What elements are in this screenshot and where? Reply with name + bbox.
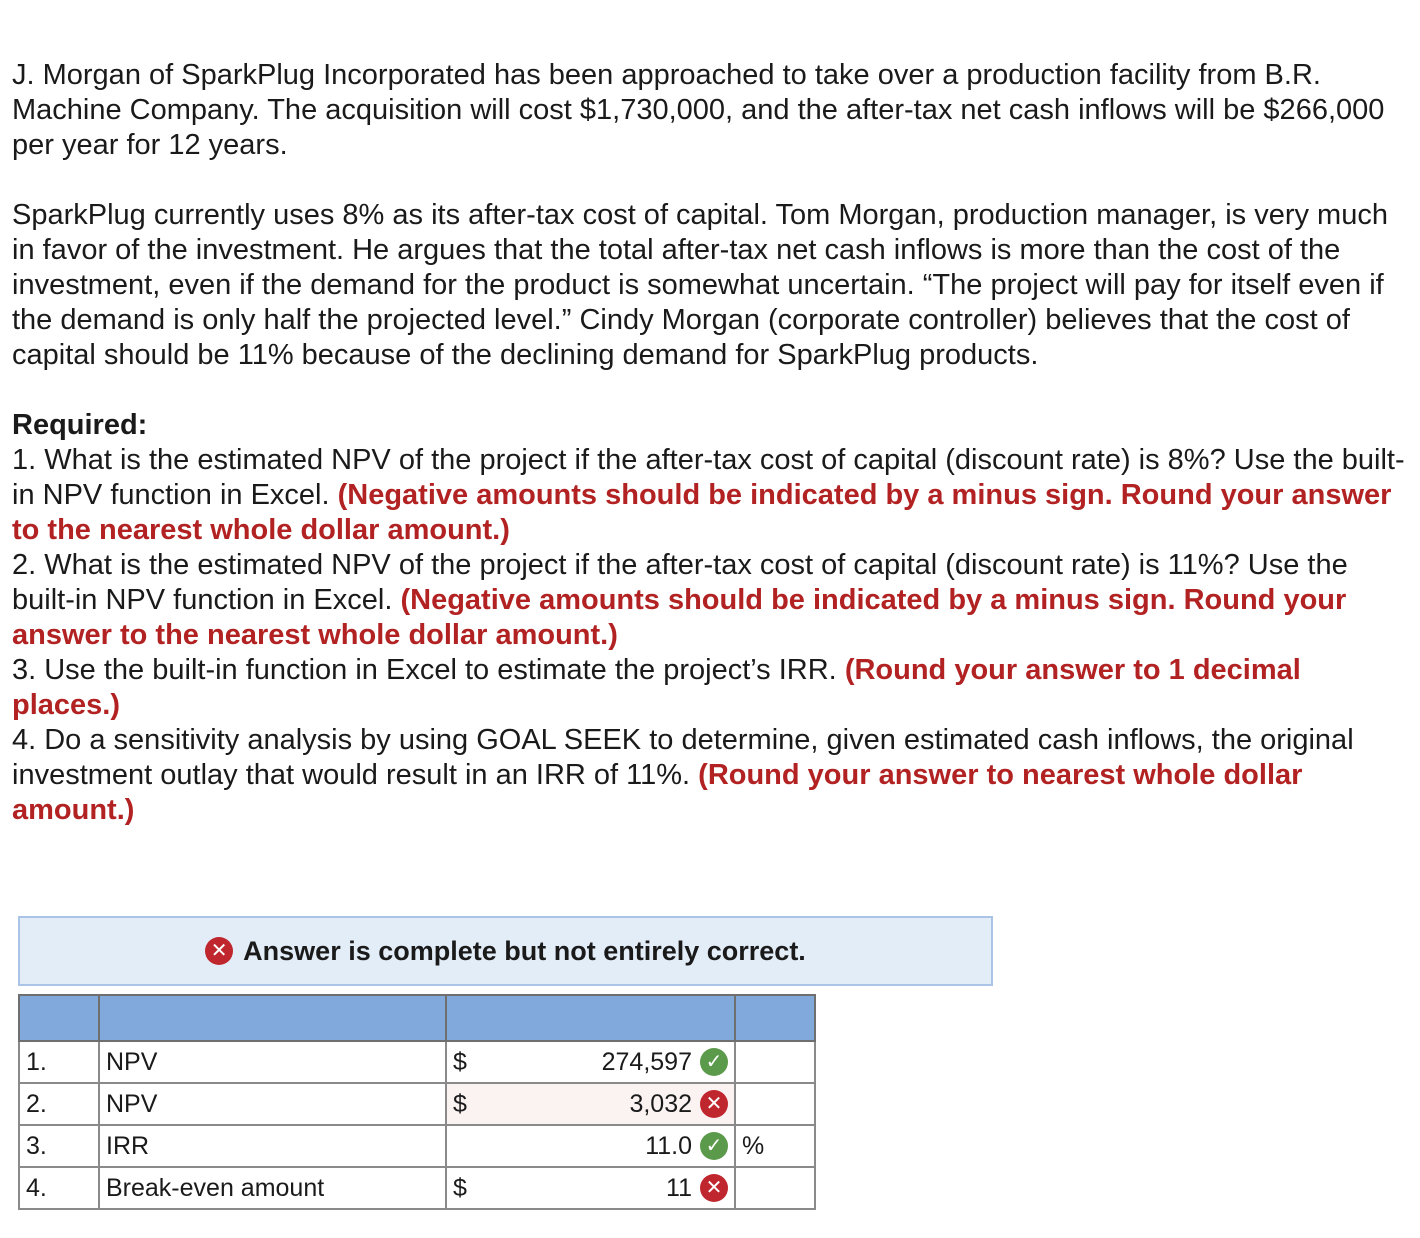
header-cell-label [99,995,446,1041]
question-4-note: (Round your answer to nearest whole dollar amount.) [12,759,1303,826]
answer-value[interactable]: 11.0 [645,1131,692,1160]
header-cell-value [476,995,735,1041]
row-label: NPV [99,1083,446,1125]
question-1 [12,443,1407,548]
question-4-text: 4. Do a sensitivity analysis by using GOAL SEEK to determine, given estimated cash inflows, the original investment outlay that would result in an IRR of 11%. [12,724,1354,791]
problem-paragraph-1: J. Morgan of SparkPlug Incorporated has been approached to take over a production facility from B.R. Machine Company. The acquisition will cost $1,730,000, and the after-tax net cash inflows will be $266,000 per year for 12 years. [12,59,1385,161]
question-2-text: 2. What is the estimated NPV of the project if the after-tax cost of capital (discount rate) is 11%? Use the built-in NPV function in Excel. [12,549,1348,616]
currency-cell [446,1125,476,1167]
check-circle-icon: ✓ [700,1048,728,1076]
unit-cell [735,1167,815,1209]
answer-cell[interactable] [476,1167,735,1209]
answer-cell[interactable] [476,1041,735,1083]
answer-status-text: Answer is complete but not entirely correct. [243,935,806,966]
row-label: Break-even amount [99,1167,446,1209]
row-label: IRR [99,1125,446,1167]
row-label: NPV [99,1041,446,1083]
table-row [19,1041,815,1083]
row-number: 2. [19,1083,99,1125]
currency-symbol: $ [453,1047,467,1076]
unit-cell: % [735,1125,815,1167]
currency-cell [446,1167,476,1209]
unit-cell [735,1041,815,1083]
table-row [19,1083,815,1125]
required-heading: Required: [12,409,148,441]
answer-value[interactable]: 3,032 [629,1089,692,1118]
row-number: 3. [19,1125,99,1167]
question-2-note: (Negative amounts should be indicated by a minus sign. Round your answer to the nearest whole dollar amount.) [12,584,1347,651]
question-4 [12,723,1407,828]
question-1-text: 1. What is the estimated NPV of the project if the after-tax cost of capital (discount rate) is 8%? Use the built-in NPV function in Excel. [12,444,1405,511]
unit-cell [735,1083,815,1125]
answer-cell[interactable] [476,1083,735,1125]
x-circle-icon: ✕ [700,1174,728,1202]
answers-table [18,994,816,1210]
currency-cell [446,1041,476,1083]
question-2 [12,548,1407,653]
currency-symbol: $ [453,1089,467,1118]
question-3-note: (Round your answer to 1 decimal places.) [12,654,1301,721]
check-circle-icon: ✓ [700,1132,728,1160]
question-3 [12,653,1407,723]
x-circle-icon: ✕ [700,1090,728,1118]
question-1-note: (Negative amounts should be indicated by a minus sign. Round your answer to the nearest whole dollar amount.) [12,479,1392,546]
row-number: 4. [19,1167,99,1209]
problem-paragraph-2: SparkPlug currently uses 8% as its after-tax cost of capital. Tom Morgan, production manager, is very much in favor of the investment. He argues that the total after-tax net cash inflows is more than the cost of the investment, even if the demand for the product is somewhat uncertain. “The project will pay for itself even if the demand is only half the projected level.” Cindy Morgan (corporate controller) believes that the cost of capital should be 11% because of the declining demand for SparkPlug products. [12,199,1388,371]
table-row [19,1167,815,1209]
answer-status-banner [18,916,993,986]
problem-content [12,58,1407,828]
header-cell-currency [446,995,476,1041]
table-row [19,1125,815,1167]
x-circle-icon: ✕ [205,937,233,965]
header-cell-unit [735,995,815,1041]
question-3-text: 3. Use the built-in function in Excel to estimate the project’s IRR. [12,654,845,686]
currency-cell [446,1083,476,1125]
currency-symbol: $ [453,1173,467,1202]
answers-table-header [19,995,815,1041]
header-cell-num [19,995,99,1041]
answer-cell[interactable] [476,1125,735,1167]
answer-value[interactable]: 11 [666,1173,692,1202]
row-number: 1. [19,1041,99,1083]
answer-value[interactable]: 274,597 [601,1047,692,1076]
